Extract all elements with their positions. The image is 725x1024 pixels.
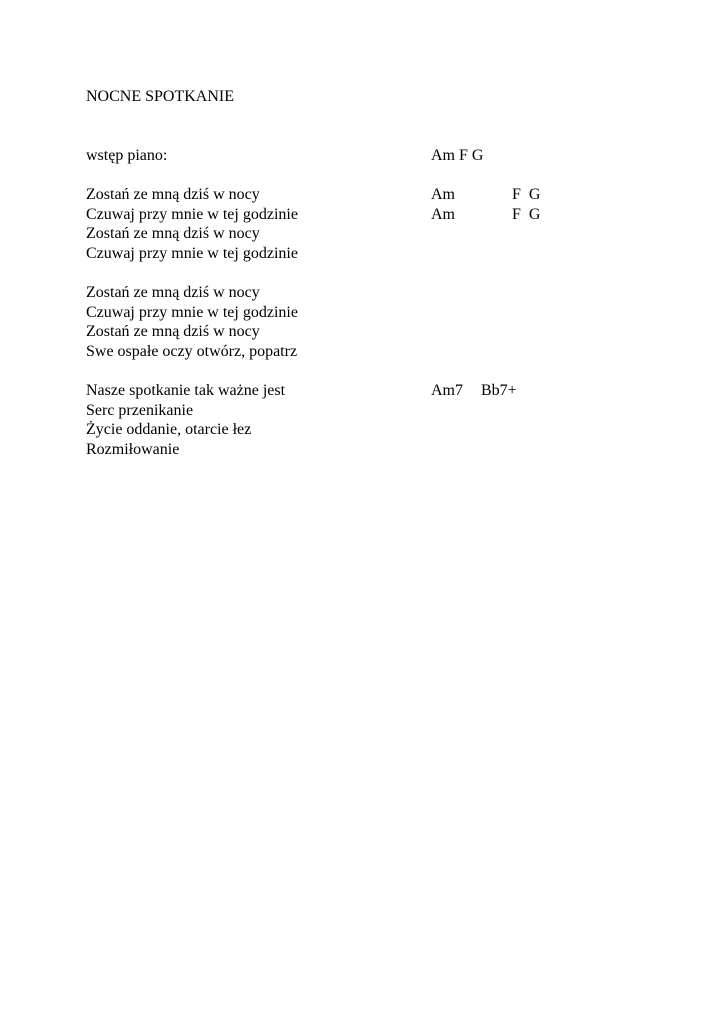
lyric-line: Zostań ze mną dziś w nocy xyxy=(86,186,260,203)
chord: Am xyxy=(431,205,455,223)
lyric-line: Czuwaj przy mnie w tej godzinie xyxy=(86,303,298,321)
lyric-line: Zostań ze mną dziś w nocy xyxy=(86,284,260,301)
chord: Am xyxy=(431,186,455,203)
chord: F G xyxy=(512,186,541,203)
intro-chords: Am F G xyxy=(431,147,484,164)
lyric-line: Życie oddanie, otarcie łez xyxy=(86,421,252,438)
lyric-line: Czuwaj przy mnie w tej godzinie xyxy=(86,205,298,223)
intro-label: wstęp piano: xyxy=(86,147,168,164)
chord: Bb7+ xyxy=(481,382,517,399)
lyric-line: Rozmiłowanie xyxy=(86,440,180,458)
lyric-line: Nasze spotkanie tak ważne jest xyxy=(86,382,286,399)
song-title: NOCNE SPOTKANIE xyxy=(86,88,234,105)
lyric-line: Zostań ze mną dziś w nocy xyxy=(86,225,260,242)
lyric-line: Serc przenikanie xyxy=(86,401,194,419)
lyric-line: Swe ospałe oczy otwórz, popatrz xyxy=(86,342,298,360)
lyric-line: Zostań ze mną dziś w nocy xyxy=(86,323,260,340)
chord: F G xyxy=(512,205,541,223)
chord: Am7 xyxy=(431,382,463,399)
lyric-line: Czuwaj przy mnie w tej godzinie xyxy=(86,244,298,262)
